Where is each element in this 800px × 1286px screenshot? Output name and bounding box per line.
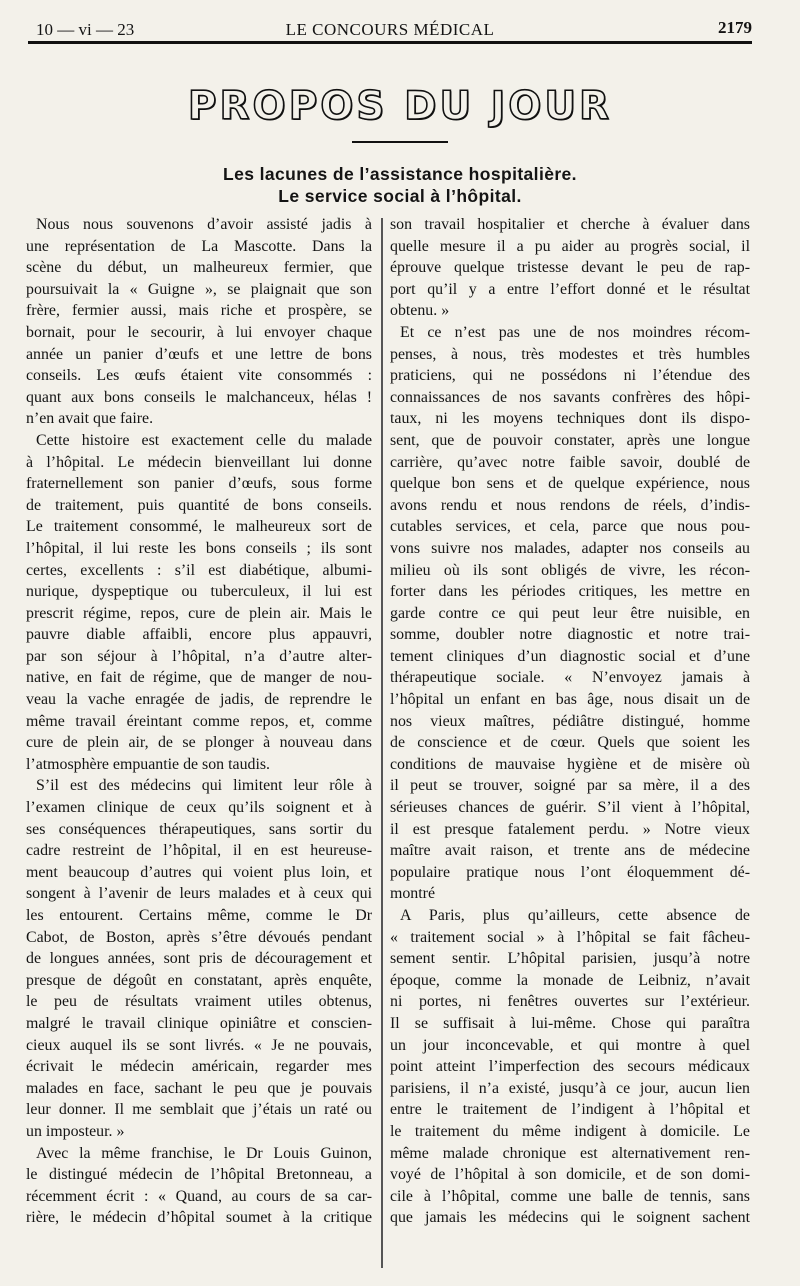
text-line: l’hôpital, il lui reste les bons conseils ; ils sont	[26, 539, 372, 557]
text-line: frère, fermier aussi, mais riche et prospère, se	[26, 302, 372, 320]
column-divider	[381, 218, 383, 1268]
text-line: certes, excellents : s’il est diabétique, albumi-	[26, 561, 372, 579]
text-line: maître avait raison, et trente ans de médecine	[390, 842, 750, 860]
text-line: à l’hôpital. Le médecin bienveillant lui donne	[26, 453, 372, 471]
text-line: conseils. Les œufs étaient vite consommés :	[26, 367, 372, 385]
text-line: que jamais les médecins qui le soignent sachent	[390, 1209, 750, 1227]
text-line: vons suivre nos malades, adapter nos conseils au	[390, 539, 750, 557]
text-line: tement cliniques d’un diagnostic social et d’une	[390, 647, 750, 665]
text-line: quant aux bons conseils le malchanceux, hélas !	[26, 388, 372, 406]
text-line: poursuivait la « Guigne », se plaignait que son	[26, 280, 372, 298]
text-line: quelque bon sens et de quelque expérience, nous	[390, 475, 750, 493]
article-title-line-1: Les lacunes de l’assistance hospitalière.	[223, 164, 577, 184]
text-line: thérapeutique sociale. « N’envoyez jamais à	[390, 669, 750, 687]
article-title-line-2: Le service social à l’hôpital.	[278, 186, 522, 206]
text-line: fraternellement son panier d’œufs, sous forme	[26, 475, 372, 493]
text-line: populaire pratique nous l’ont éloquemment dé-	[390, 863, 750, 881]
text-line: penses, à nous, très modestes et très humbles	[390, 345, 750, 363]
text-line: taux, ni les moyens techniques dont ils dispo-	[390, 410, 750, 428]
text-line: obtenu. »	[390, 302, 450, 320]
text-line: par son séjour à l’hôpital, n’a d’autre alter-	[26, 647, 372, 665]
text-line: port qu’il y a entre l’effort donné et le résultat	[390, 280, 750, 298]
text-line: quelle mesure il a pu aider au progrès social, il	[390, 237, 750, 255]
text-line: un jour inconcevable, et qui montre à quel	[390, 1036, 750, 1054]
text-line: veau la vache enragée de jadis, de reprendre le	[26, 691, 372, 709]
text-line: bornait, pour le secourir, à lui envoyer chaque	[26, 323, 372, 341]
text-line: de conscience et de cœur. Quels que soient les	[390, 734, 750, 752]
title-separator	[352, 141, 448, 143]
text-line: il est presque fatalement perdu. » Notre vieux	[390, 820, 750, 838]
text-line: Le traitement consommé, le malheureux sort de	[26, 518, 372, 536]
text-line: nos vieux maîtres, pédiâtre distingué, homme	[390, 712, 750, 730]
text-line: de longues années, sont pris de découragement et	[26, 950, 372, 968]
text-line: l’atmosphère empuantie de son taudis.	[26, 755, 271, 773]
text-line: année un panier d’œufs et une lettre de bons	[26, 345, 372, 363]
text-line: garde contre ce qui peut leur être nuisible, en	[390, 604, 750, 622]
text-line: carrière, qu’avec notre faible savoir, doublé de	[390, 453, 750, 471]
text-line: cadre restreint de l’hôpital, il en est heureuse-	[26, 842, 372, 860]
running-header	[28, 12, 752, 42]
text-line: connaissances de nos savants confrères des hôpi-	[390, 388, 750, 406]
text-line: écrivait le médecin américain, regarder mes	[26, 1058, 372, 1076]
text-line: éprouve quelque tristesse devant le peu de rap-	[390, 259, 750, 277]
text-line: sent, que de pouvoir constater, après une longue	[390, 431, 750, 449]
text-line: montré	[390, 885, 436, 903]
text-line: cieux auquel ils se sont livrés. « Je ne pouvais,	[26, 1036, 372, 1054]
text-line: ses conséquences thérapeutiques, sans sortir du	[26, 820, 372, 838]
section-banner: PROPOS DU JOUR	[187, 84, 613, 129]
text-line: parisiens, il n’a existé, jusqu’à ce jour, aucun lien	[390, 1079, 750, 1097]
text-line: Cabot, de Boston, après s’être dévoués pendant	[26, 928, 372, 946]
text-line: A Paris, plus qu’ailleurs, cette absence de	[400, 907, 750, 924]
text-line: songent à l’avenir de leurs malades et à ceux qui	[26, 885, 372, 903]
text-line: nurique, dyspeptique ou tuberculeux, il lui est	[26, 583, 372, 601]
article-title	[0, 163, 800, 207]
text-line: cile à l’hôpital, comme une balle de tennis, sans	[390, 1187, 750, 1205]
text-line: malades en face, sachant le peu que je pouvais	[26, 1079, 372, 1097]
text-line: le distingué médecin de l’hôpital Bretonneau, a	[26, 1166, 372, 1184]
text-line: Nous nous souvenons d’avoir assisté jadis à	[36, 216, 372, 233]
text-line: avons rendu et nous rendons de réels, d’indis-	[390, 496, 750, 514]
text-line: pauvre diable affaibli, encore plus appauvri,	[26, 626, 372, 644]
text-line: l’examen clinique de ceux qu’ils soignent et à	[26, 799, 372, 817]
text-line: Avec la même franchise, le Dr Louis Guinon,	[36, 1144, 372, 1162]
text-line: de traitement, puis quantité de bons conseils.	[26, 496, 372, 514]
text-line: prescrit régime, repos, cure de plein air. Mais le	[26, 604, 372, 622]
text-line: leur donner. Il me semblait que j’étais un raté ou	[26, 1101, 372, 1119]
text-line: époque, comme la monade de Leibniz, n’avait	[390, 971, 750, 989]
page-number: 2179	[718, 18, 752, 37]
text-line: sérieuses chances de guérir. S’il vient à l’hôpital,	[390, 799, 750, 817]
text-line: S’il est des médecins qui limitent leur rôle à	[36, 777, 372, 795]
text-line: Et ce n’est pas une de nos moindres récom-	[400, 323, 750, 341]
text-line: praticiens, qui ne possédons ni l’étendue des	[390, 367, 750, 385]
text-line: l’hôpital un enfant en bas âge, nous disait un de	[390, 691, 750, 709]
text-line: n’en avait que faire.	[26, 410, 154, 428]
text-line: ment beaucoup d’autres qui voient plus loin, et	[26, 863, 372, 881]
text-line: Il se suffisait à lui-même. Chose qui paraîtra	[390, 1014, 750, 1032]
text-line: un imposteur. »	[26, 1122, 125, 1140]
text-line: Cette histoire est exactement celle du malade	[36, 431, 372, 449]
text-line: malgré le travail clinique opiniâtre et conscien-	[26, 1014, 372, 1032]
text-line: récemment écrit : « Quand, au cours de sa car-	[26, 1187, 372, 1205]
text-line: native, en fait de régime, que de manger de nou-	[26, 669, 372, 687]
text-line: rière, le médecin d’hôpital soumet à la critique	[26, 1209, 372, 1227]
journal-name: LE CONCOURS MÉDICAL	[285, 20, 495, 39]
right-column	[390, 214, 750, 1229]
text-line: point atteint l’imperfection des secours médicaux	[390, 1058, 750, 1076]
text-line: une représentation de La Mascotte. Dans la	[26, 237, 372, 255]
text-line: cure de plein air, de se plonger à nouveau dans	[26, 734, 372, 752]
text-line: même travail éreintant comme repos, et, comme	[26, 712, 372, 730]
text-line: sement sentir. L’hôpital parisien, jusqu’à notre	[390, 950, 750, 968]
issue-date: 10 — vi — 23	[36, 20, 135, 39]
text-line: les entourent. Certains même, comme le Dr	[26, 907, 372, 924]
text-line: milieu où ils sont obligés de vivre, les récon-	[390, 561, 750, 579]
text-line: scène du début, un malheureux fermier, que	[26, 259, 372, 277]
text-line: presque de dégoût en constatant, après enquête,	[26, 971, 372, 989]
text-line: son travail hospitalier et cherche à évaluer dans	[390, 216, 750, 233]
text-line: forter dans les périodes critiques, les mettre en	[390, 583, 750, 601]
text-line: ni portes, ni fenêtres ouvertes sur l’extérieur.	[390, 993, 750, 1011]
text-line: il peut se trouver, soigné par sa mère, il a des	[390, 777, 750, 795]
header-rule	[28, 41, 752, 44]
text-line: voyé de l’hôpital à son domicile, et de son domi-	[390, 1166, 750, 1184]
left-column	[26, 214, 372, 1229]
text-line: le peu de résultats vraiment utiles obtenus,	[26, 993, 372, 1011]
text-line: même malade chronique est alternativement ren-	[390, 1144, 750, 1162]
text-line: entre le traitement de l’indigent à l’hôpital et	[390, 1101, 750, 1119]
text-line: conditions de mauvaise hygiène et de misère où	[390, 755, 750, 773]
text-line: « traitement social » à l’hôpital se fait fâcheu-	[390, 928, 750, 946]
text-line: cutables services, et cela, parce que nous pou-	[390, 518, 750, 536]
text-line: somme, doubler notre diagnostic et notre trai-	[390, 626, 750, 644]
text-line: le traitement du même indigent à domicile. Le	[390, 1122, 750, 1140]
